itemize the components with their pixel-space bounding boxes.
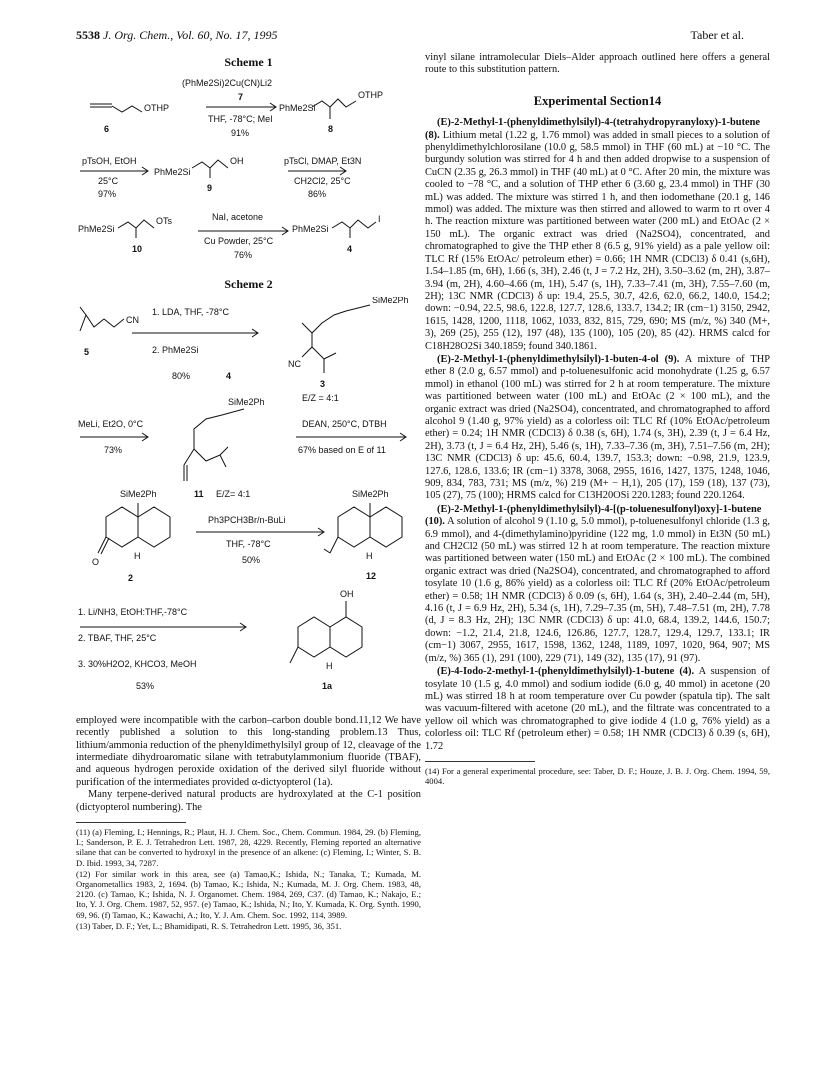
step3-yield: 86%	[308, 189, 327, 200]
meli-yield: 73%	[104, 444, 123, 455]
dean-conditions: DEAN, 250°C, DTBH	[302, 418, 387, 429]
cpd2-oxygen: O	[92, 556, 100, 567]
scheme2-step1: 1. LDA, THF, -78°C	[152, 306, 229, 317]
footnote-12: (12) For similar work in this area, see (a) Tamao,K.; Ishida, N.; Tanaka, T.; Kumada, M. Organometallics 1983, 2, 1694. (b) Tamao, K.; Ishida, N.; Kumada, M. J. Org. Chem. 1983, 48, 2120. (c) Tamao, K.; Ishida, N. J. Organomet. Chem. 1984, 269, C37. (d) Tamao, K.; Nakajo, E.; Ito, Y. J. Org. Chem. 1987, 52, 957. (e) Tamao, K.; Ishida, N.; Ito, Y. Kumada, K. Org. Synth. 1990, 69, 96. (f) Tamao, K.; Kawachi, A.; Ito, Y. J. Am. Chem. Soc. 1992, 114, 3989.	[76, 868, 421, 920]
wittig-yield: 50%	[242, 554, 261, 565]
cpd10-silyl: PhMe2Si	[78, 224, 115, 235]
cpd11-silyl: SiMe2Ph	[228, 396, 265, 407]
cpd4-silyl: PhMe2Si	[292, 224, 329, 235]
experimental-section-title: Experimental Section14	[533, 93, 662, 108]
scheme1-figure	[76, 74, 421, 274]
cpd4-group: I	[378, 214, 381, 225]
final-step3: 3. 30%H2O2, KHCO3, MeOH	[78, 658, 197, 669]
cpd2-label: 2	[128, 572, 134, 583]
cpd8-silyl: PhMe2Si	[279, 103, 316, 114]
experimental-entry-9	[425, 354, 770, 503]
cpd8-group: OTHP	[358, 90, 384, 101]
cpd1a-hydroxyl: OH	[340, 588, 354, 599]
scheme2-title: Scheme 2	[224, 277, 273, 292]
running-head: Taber et al.	[690, 28, 744, 42]
step3-reagent: pTsCl, DMAP, Et3N	[284, 156, 362, 167]
footnote-14: (14) For a general experimental procedure, see: Taber, D. F.; Houze, J. B. J. Org. Chem. 1994, 59, 4004.	[425, 765, 770, 787]
entry-4-body: A suspension of tosylate 10 (1.5 g, 4.0 mmol) and sodium iodide (6.0 g, 40 mmol) in acetone (20 mL) was stirred 18 h at room temperature over Cu powder (spatula tip). The salt was vacuum-filtered with acetone (20 mL), and the filtrate was concentrated to a yellow oil which was chromatographed to give iodide 4 (1.0 g, 76% yield) as a colorless oil: TLC Rf (petroleum ether) = 0.58; 1H NMR (CDCl3) δ 0.39 (s, 6H), 1.72	[425, 666, 770, 752]
step2-reagent: pTsOH, EtOH	[82, 156, 137, 167]
entry-10-body: A solution of alcohol 9 (1.10 g, 5.0 mmol), p-toluenesulfonyl chloride (1.3 g, 6.9 mmol), and 4-(dimethylamino)pyridine (122 mg, 1.0 mmol) in Et3N (50 mL) and CH2Cl2 (50 mL) was stirred 12 h at room temperature. The reaction mixture was partitioned between water (150 mL) and EtOAc (2 × 100 mL). The combined organic extract was dried (Na2SO4), concentrated, and chromatographed to afford tosylate 10 (1.6 g, 86% yield) as a colorless oil: TLC Rf (20% EtOAc/petroleum ether) = 0.58; 1H NMR (CDCl3) δ 0.09 (s, 6H), 1.64 (s, 3H), 2.40–2.44 (m, 5H), 4.16 (t, J = 6.9 Hz, 2H), 5.34 (s, 1H), 7.29–7.35 (m, 5H), 7.48–7.51 (m, 2H), 7.78 (d, J = 8.3 Hz, 2H); 13C NMR (CDCl3) δ up: 41.0, 68.4, 139.2, 144.6, 150.7; down: −1.2, 21.4, 21.8, 124.6, 126.86, 127.7, 128.7, 129.4, 129.7, 133.1; IR (cm−1) 3067, 2955, 1617, 1598, 1362, 1248, 1189, 1097, 1020, 964, 907; MS (m/z, %) 365 (1), 291 (100), 229 (71), 149 (32), 135 (17), 91 (97).	[425, 516, 770, 664]
step2-yield: 97%	[98, 189, 117, 200]
right-intro-text: vinyl silane intramolecular Diels–Alder approach outlined here offers a general route to this substitution pattern.	[425, 52, 770, 76]
final-step2: 2. TBAF, THF, 25°C	[78, 632, 157, 643]
cpd3-label: 3	[320, 378, 326, 389]
footnote-11: (11) (a) Fleming, I.; Hennings, R.; Plaut, H. J. Chem. Soc., Chem. Commun. 1984, 29. (b) Fleming, I.; Sanderson, P. E. J. Tetrahedron Lett. 1987, 28, 4229. Recently, Fleming reported an alternative silane that can be converted to hydroxyl in the presence of an alkene: (c) Fleming, I.; Winter, S. B. D. Ibid. 1993, 34, 7287.	[76, 827, 421, 868]
scheme1-title: Scheme 1	[224, 55, 273, 69]
cpd3-ratio: E/Z = 4:1	[302, 392, 339, 403]
footnote-divider	[76, 822, 186, 823]
entry-9-body: A mixture of THP ether 8 (2.0 g, 6.57 mmol) and p-toluenesulfonic acid monohydrate (1.25 g, 6.57 mmol) in ethanol (100 mL) was stirred for 2 h at room temperature. The mixture was partitioned between water (100 mL) and EtOAc (2 × 100 mL), and the organic extract was dried (Na2SO4), concentrated, and chromatographed to afford alcohol 9 (1.40 g, 97% yield) as a colorless oil: TLC Rf (10% EtOAc/petroleum ether) = 0.24; 1H NMR (CDCl3) δ 0.38 (s, 6H), 1.74 (s, 3H), 2.39 (t, J = 6.4 Hz, 2H), 3.73 (t, J = 6.4 Hz, 2H), 5.46 (s, 1H), 7.33–7.36 (m, 3H), 7.51–7.56 (m, 2H); 13C NMR (CDCl3) δ up: 45.6, 60.4, 139.7, 153.3; down: −0.98, 21.9, 123.9, 127.6, 128.6, 133.6; IR (cm−1) 3378, 3068, 2955, 1616, 1427, 1375, 1248, 1046, 909, 834, 783, 731; MS (m/z, %) 219 (M+ − H,1), 205 (17), 159 (18), 137 (73), 105 (27), 75 (100); HRMS calcd for C13H20OSi 220.1283; found 220.1264.	[425, 353, 771, 502]
wittig-reagent: Ph3PCH3Br/n-BuLi	[208, 514, 286, 525]
cpd1a-label: 1a	[322, 680, 333, 691]
cpd6-group: OTHP	[144, 103, 170, 114]
cpd10-group: OTs	[156, 216, 173, 227]
final-yield: 53%	[136, 680, 155, 691]
cpd8-label: 8	[328, 124, 334, 135]
step4-conditions: Cu Powder, 25°C	[204, 236, 274, 247]
entry-9-title: (E)-2-Methyl-1-(phenyldimethylsilyl)-1-buten-4-ol (9).	[437, 353, 680, 365]
cpd10-label: 10	[132, 244, 143, 255]
step4-reagent: NaI, acetone	[212, 212, 264, 223]
cpd2-h: H	[134, 550, 141, 561]
cpd5-group: CN	[126, 314, 139, 325]
cpd12-h: H	[366, 550, 373, 561]
page-header-left	[76, 28, 278, 43]
footnote-divider-right	[425, 761, 535, 762]
step4-yield: 76%	[234, 250, 253, 261]
scheme2-yield1: 80%	[172, 370, 191, 381]
page-number: 5538	[76, 28, 100, 42]
scheme2-drawing	[76, 297, 421, 715]
entry-10-title: (E)-2-Methyl-1-(phenyldimethylsilyl)-4-[(p-toluenesulfonyl)oxy]-1-butene (10).	[425, 503, 762, 528]
cpd9-group: OH	[230, 156, 244, 167]
final-step1: 1. Li/NH3, EtOH:THF,-78°C	[78, 606, 188, 617]
scheme1-reagent: (PhMe2Si)2Cu(CN)Li2	[182, 78, 273, 89]
cpd2-silyl: SiMe2Ph	[120, 488, 157, 499]
cpd12-label: 12	[366, 570, 377, 581]
left-column	[76, 52, 421, 932]
step2-temperature: 25°C	[98, 176, 119, 187]
scheme1-reagent-number: 7	[238, 92, 244, 103]
cpd3-nitrile: NC	[288, 358, 301, 369]
footnote-13: (13) Taber, D. F.; Yet, L.; Bhamidipati, R. S. Tetrahedron Lett. 1995, 36, 351.	[76, 920, 342, 931]
left-paragraph-1: employed were incompatible with the carbon–carbon double bond.11,12 We have recently published a solution to this long-standing problem.13 Thus, lithium/ammonia reduction of the phenyldimethylsilyl group of 12, cleavage of the intermediate dihydroaromatic silane with tetrabutylammonium fluoride (TBAF), and aqueous hydrogen peroxide oxidation of the derived silyl fluoride without purification of the intermediates provided α-dictyopterol (1a).	[76, 714, 421, 788]
entry-4-title: (E)-4-Iodo-2-methyl-1-(phenyldimethylsilyl)-1-butene (4).	[437, 666, 695, 678]
cpd3-silyl: SiMe2Ph	[372, 296, 409, 305]
cpd6-label: 6	[104, 124, 110, 135]
cpd9-label: 9	[207, 183, 213, 194]
cpd12-silyl: SiMe2Ph	[352, 488, 389, 499]
scheme2-reagent4: 4	[226, 370, 232, 381]
entry-8-body: Lithium metal (1.22 g, 1.76 mmol) was added in small pieces to a solution of phenyldimethylchlorosilane (10.0 g, 58.5 mmol) in THF (60 mL) at −10 °C. The burgundy solution was stirred for 4 h and then added dropwise to a suspension of CuCN (2.35 g, 26.3 mmol) in THF (40 mL) at 0 °C. After 20 min, the mixture was cooled to −78 °C, and a solution of THP ether 6 (3.60 g, 23.4 mmol) in THF (30 mL) was added. The mixture was stirred 1 h, and then iodomethane (20.1 g, 146 mmol) was added. The mixture was then stirred and allowed to warm to rt over 4 h. The reaction mixture was partitioned between water (200 mL) and EtOAc (2 × 150 mL). The organic extract was dried (Na2SO4), concentrated, and chromatographed to give the THP ether 8 (6.5 g, 91% yield) as a pale yellow oil: TLC Rf (15% EtOAc/ petroleum ether) = 0.66; 1H NMR (CDCl3) δ 0.41 (s,6H), 1.54–1.85 (m, 6H), 1.66 (s, 3H), 2.46 (t, J = 7.2 Hz, 2H), 3.50–3.62 (m, 2H), 3.87–3.94 (m, 2H), 4.60–4.66 (m, 1H), 5.47 (s, 1H), 7.33–7.41 (m, 3H), 7.55–7.60 (m, 2H); 13C NMR (CDCl3) δ up: 19.4, 25.5, 30.7, 42.6, 62.0, 66.2, 140.0, 154.2; down: −0.94, 22.5, 98.6, 122.8, 127.7, 128.6, 133.7, 134.2; IR (cm−1) 3150, 2942, 1615, 1428, 1200, 1118, 1062, 1033, 832, 815, 729, 690; MS (m/z, %) 340 (M+, 3), 269 (25), 255 (12), 197 (48), 135 (100), 105 (20), 85 (42). HRMS calcd for C18H28O2Si 340.1859; found 340.1861.	[425, 129, 770, 352]
entry-8-title: (E)-2-Methyl-1-(phenyldimethylsilyl)-4-(tetrahydropyranyloxy)-1-butene (8).	[425, 117, 761, 141]
meli-conditions: MeLi, Et2O, 0°C	[78, 418, 144, 429]
right-column	[425, 52, 770, 787]
cpd5-label: 5	[84, 346, 90, 357]
cpd1a-h: H	[326, 660, 333, 671]
experimental-entry-4	[425, 666, 770, 753]
step3-solvent: CH2Cl2, 25°C	[294, 176, 351, 187]
left-paragraph-2: Many terpene-derived natural products are hydroxylated at the C-1 position (dictyopterol numbering). The	[76, 789, 421, 813]
cpd11-ratio: E/Z= 4:1	[216, 488, 251, 499]
wittig-conditions: THF, -78°C	[226, 538, 271, 549]
journal-citation: J. Org. Chem., Vol. 60, No. 17, 1995	[103, 28, 278, 42]
cpd11-label: 11	[194, 488, 204, 499]
scheme2-step2: 2. PhMe2Si	[152, 344, 199, 355]
scheme1-yield: 91%	[231, 128, 250, 139]
cpd4-label: 4	[347, 244, 353, 255]
experimental-entry-8	[425, 117, 770, 353]
scheme1-drawing	[76, 74, 421, 274]
scheme2-figure	[76, 297, 421, 715]
dean-yield: 67% based on E of 11	[298, 444, 386, 455]
scheme1-conditions: THF, -78°C; MeI	[208, 114, 273, 125]
cpd9-silyl: PhMe2Si	[154, 167, 191, 178]
experimental-entry-10	[425, 504, 770, 665]
